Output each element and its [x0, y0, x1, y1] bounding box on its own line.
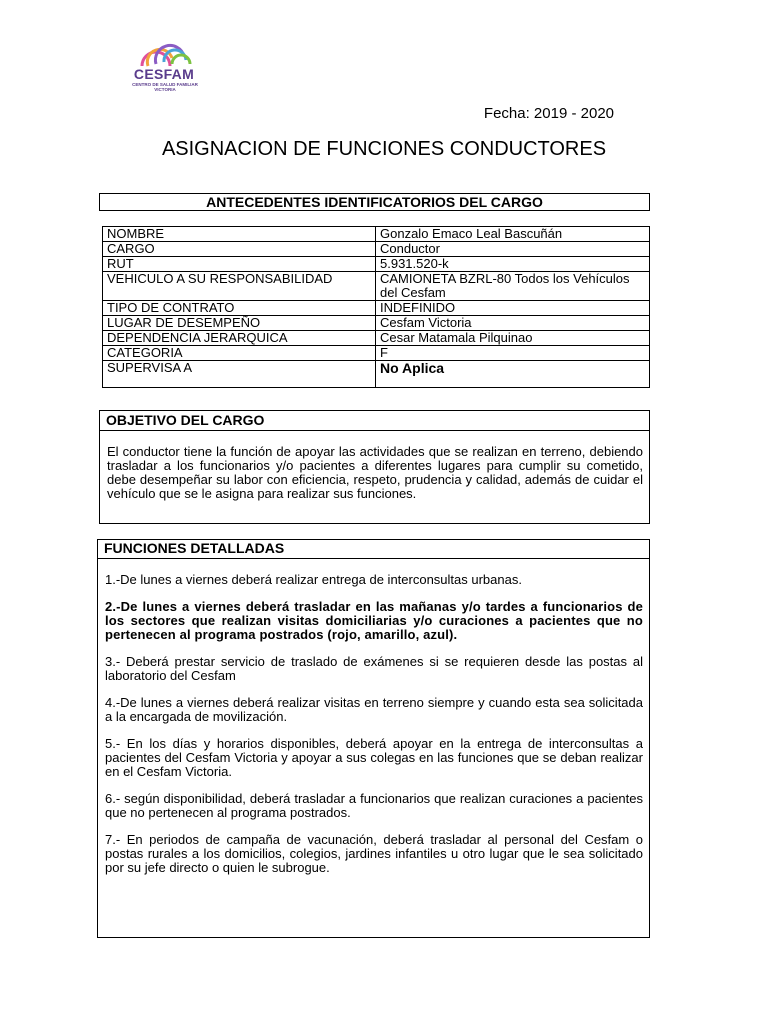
row-key: TIPO DE CONTRATO [103, 301, 376, 316]
row-key: LUGAR DE DESEMPEÑO [103, 316, 376, 331]
objetivo-text: El conductor tiene la función de apoyar las actividades que se realizan en terreno, debiendo trasladar a los funcionarios y/o pacientes a diferentes lugares para cumplir su cometido, debe desempeñar su labor con eficiencia, respeto, prudencia y calidad, además de cuidar el vehículo que se le asigna para realizar sus funciones. [107, 444, 643, 501]
logo-arcs-icon [136, 36, 194, 68]
logo-brand: CESFAM [133, 66, 195, 82]
row-value: INDEFINIDO [376, 301, 650, 316]
row-value: 5.931.520-k [376, 257, 650, 272]
row-value: F [376, 346, 650, 361]
table-row [103, 242, 650, 257]
funcion-item: 4.-De lunes a viernes deberá realizar visitas en terreno siempre y cuando esta sea solicitada a la encargada de movilización. [105, 695, 643, 724]
funciones-title: FUNCIONES DETALLADAS [98, 540, 649, 559]
funcion-item: 6.- según disponibilidad, deberá trasladar a funcionarios que realizan curaciones a pacientes que no pertenecen al programa postrados. [105, 791, 643, 820]
row-key: DEPENDENCIA JERARQUICA [103, 331, 376, 346]
table-row [103, 257, 650, 272]
funcion-item: 2.-De lunes a viernes deberá trasladar en las mañanas y/o tardes a funcionarios de los sectores que realizan visitas domiciliarias y/o curaciones a pacientes que no pertenecen al programa postrados (rojo, amarillo, azul). [105, 599, 643, 642]
objetivo-section [99, 410, 650, 524]
row-value: No Aplica [376, 361, 650, 388]
row-value: Conductor [376, 242, 650, 257]
table-row [103, 301, 650, 316]
row-key: CATEGORIA [103, 346, 376, 361]
funcion-item: 7.- En periodos de campaña de vacunación, deberá trasladar al personal del Cesfam o postas rurales a los domicilios, colegios, jardines infantiles u otro lugar que le sea solicitado por su jefe directo o quien le subrogue. [105, 832, 643, 875]
row-key: RUT [103, 257, 376, 272]
table-row [103, 272, 650, 301]
row-key: CARGO [103, 242, 376, 257]
antecedentes-header: ANTECEDENTES IDENTIFICATORIOS DEL CARGO [99, 193, 650, 211]
row-key: NOMBRE [103, 227, 376, 242]
logo-subtitle: CENTRO DE SALUD FAMILIAR VICTORIA [132, 82, 198, 92]
funcion-item: 5.- En los días y horarios disponibles, deberá apoyar en la entrega de interconsultas a pacientes del Cesfam Victoria y apoyar a sus colegas en las funciones que se deban realizar en el Cesfam Victoria. [105, 736, 643, 779]
objetivo-title: OBJETIVO DEL CARGO [100, 411, 649, 431]
cesfam-logo [130, 36, 200, 96]
row-value: Cesar Matamala Pilquinao [376, 331, 650, 346]
antecedentes-table [102, 226, 650, 388]
table-row [103, 361, 650, 388]
document-title: ASIGNACION DE FUNCIONES CONDUCTORES [161, 138, 607, 160]
fecha-label: Fecha: 2019 - 2020 [483, 105, 614, 122]
row-value: Gonzalo Emaco Leal Bascuñán [376, 227, 650, 242]
table-row [103, 346, 650, 361]
table-row [103, 331, 650, 346]
funcion-item: 3.- Deberá prestar servicio de traslado de exámenes si se requieren desde las postas al laboratorio del Cesfam [105, 654, 643, 683]
row-value: Cesfam Victoria [376, 316, 650, 331]
table-row [103, 316, 650, 331]
table-row [103, 227, 650, 242]
row-key: SUPERVISA A [103, 361, 376, 388]
funcion-item: 1.-De lunes a viernes deberá realizar entrega de interconsultas urbanas. [105, 572, 522, 587]
row-value: CAMIONETA BZRL-80 Todos los Vehículos del Cesfam [376, 272, 650, 301]
funciones-section [97, 539, 650, 938]
row-key: VEHICULO A SU RESPONSABILIDAD [103, 272, 376, 301]
